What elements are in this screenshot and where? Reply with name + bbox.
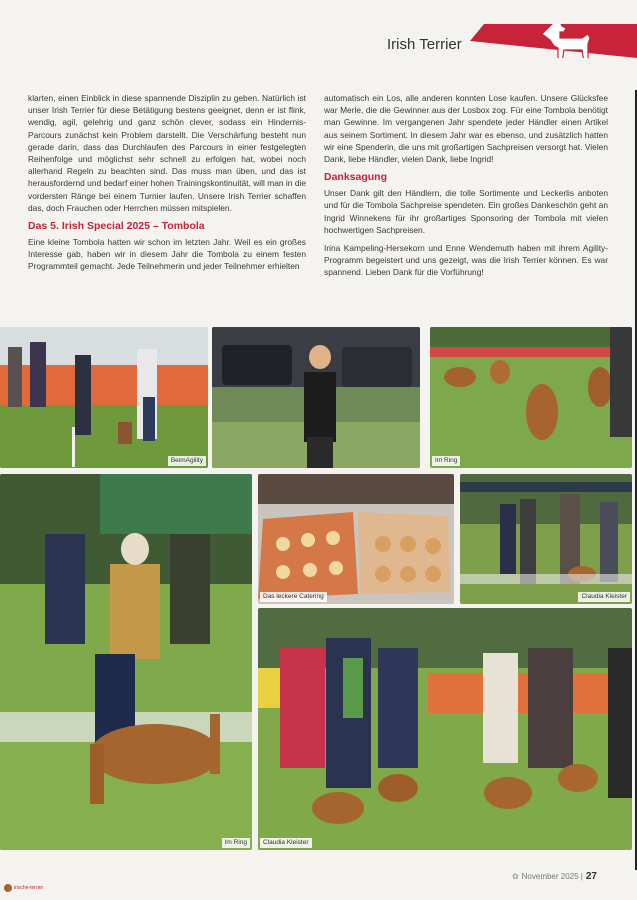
section-heading: Das 5. Irish Special 2025 – Tombola (28, 220, 205, 233)
photo-caption: Claudia Kleister (578, 592, 630, 602)
section-heading: Danksagung (324, 171, 388, 184)
photo-claudia-group (258, 608, 632, 850)
page-number: 27 (585, 871, 597, 882)
header-banner (470, 24, 637, 58)
photo-claudia-small (460, 474, 632, 604)
photo-caption: Im Ring (222, 838, 250, 848)
section-title: Irish Terrier (387, 36, 462, 53)
photo-agility (0, 327, 208, 468)
footer-month: November 2025 | (521, 872, 583, 881)
photo-ring-dogs (430, 327, 632, 468)
right-text-column (324, 92, 608, 285)
publisher-logo: irische-terrier (4, 884, 43, 892)
paragraph: Irina Kampeling-Hersekorn und Enne Wendemuth haben mit ihrem Agility-Programm begeistert und uns gezeigt, was die Irish Terrier können. Es war spannend. Lieben Dank für die Vorführung! (324, 243, 608, 278)
paragraph: Unser Dank gilt den Händlern, die tolle Sortimente und Leckerlis anboten und für die Tombola Sachpreise spendeten. Ein großes Dankeschön geht an Ingrid Winnekens für ihr großartiges Sponsoring der Tombola mit vielen hochwertigen Sachpreisen. (324, 188, 608, 235)
photo-caption: Das leckere Catering (260, 592, 327, 602)
photo-announcer (212, 327, 420, 468)
left-text-column (28, 92, 306, 279)
paw-icon: ✿ (511, 872, 519, 881)
paragraph: automatisch ein Los, alle anderen konnten Lose kaufen. Unsere Glücksfee war Merle, die die Gewinner aus der Losbox zog. Für eine Tombola benötigt man Gewinne. Im vergangenen Jahr spendete jeder Händler einen Artikel aus seinem Sortiment. In diesem Jahr war es ebenso, und zusätzlich hatten wir eine Spenderin, die uns mit großartigen Sachpreisen versorgt hat. Vielen Dank, liebe Händler, vielen Dank, liebe Ingrid! (324, 93, 608, 165)
paragraph: klarten, einen Einblick in diese spannende Disziplin zu geben. Natürlich ist unser Irish Terrier für diese Betätigung bestens geeignet, denn er ist flink, wendig, agil, gelehrig und ganz schön clever, sodass ein Hindernis-Parcours zunächst kein Problem darstellt. Die Verschärfung besteht nun gerade darin, dass das Durchlaufen des Parcours in einer festgelegten Reihenfolge und möglichst sehr schnell zu erfolgen hat, wobei noch allerhand Regeln zu beachten sind. Das muss man üben, und das ist herausfordernd und bedarf einer hohen Trainingskontinuität, will man in die vordersten Ränge bei einem Turnier laufen. Unsere Irish Terrier schaffen das, doch Frauchen oder Herrchen müssen mitspielen. (28, 93, 306, 213)
photo-caption: Im Ring (432, 456, 460, 466)
page-footer (512, 871, 597, 882)
photo-caption: BeimAgility (168, 456, 206, 466)
photo-ring-handler (0, 474, 252, 850)
dog-logo-icon (4, 884, 12, 892)
photo-catering (258, 474, 454, 604)
paragraph: Eine kleine Tombola hatten wir schon im letzten Jahr. Weil es ein großes Interesse gab, haben wir in diesem Jahr die Tombola zu einem festen Programmteil gemacht. Jede Teilnehmerin und jeder Teilnehmer erhielten (28, 237, 306, 272)
photo-caption: Claudia Kleister (260, 838, 312, 848)
